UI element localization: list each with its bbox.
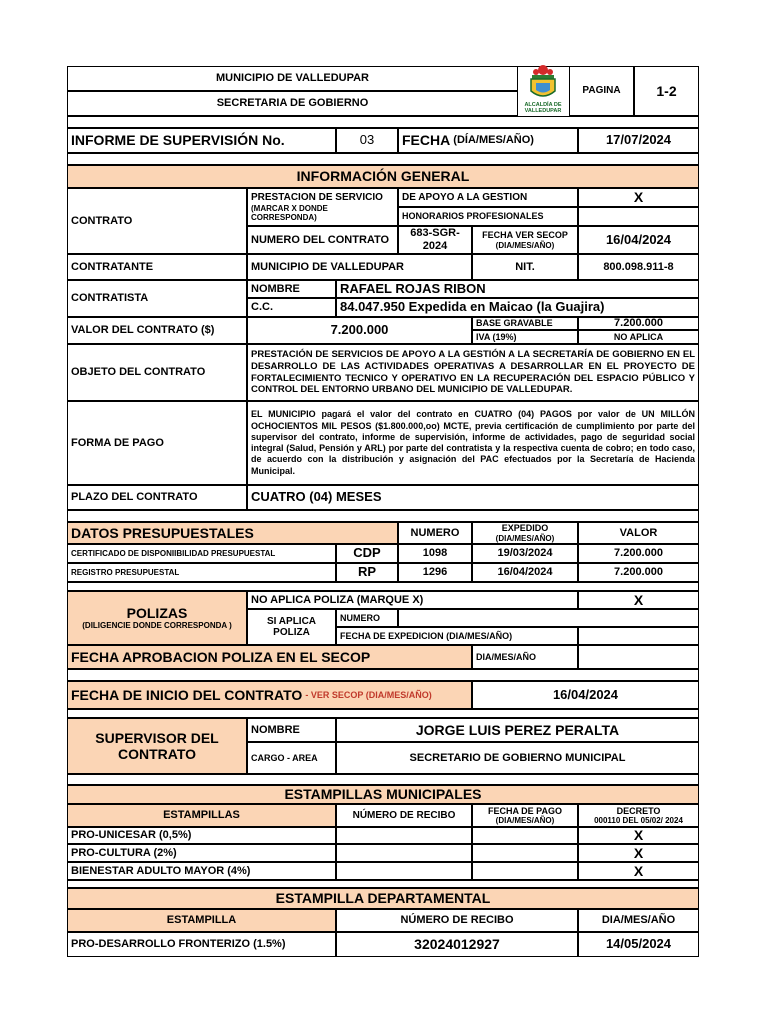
no-policy-label: NO APLICA POLIZA (MARQUE X): [247, 591, 578, 609]
contractor-name: RAFAEL ROJAS RIBON: [336, 280, 699, 298]
spacer-row: [67, 669, 699, 681]
iva-label: IVA (19%): [472, 330, 578, 344]
policy-applies-label: SI APLICA POLIZA: [247, 609, 336, 645]
service-type-label: [247, 188, 398, 226]
stamp-row-name: PRO-CULTURA (2%): [67, 844, 336, 862]
policy-issue-date-field: [578, 627, 699, 645]
pay-date-header: [472, 804, 578, 827]
budget-row-value: 7.200.000: [578, 544, 699, 563]
start-date: 16/04/2024: [472, 681, 699, 709]
tax-base: 7.200.000: [578, 317, 699, 330]
contract-label: CONTRATO: [67, 188, 247, 254]
spacer-row: [67, 880, 699, 888]
secop-format: (DIA/MES/AÑO): [495, 240, 555, 250]
receipt-header: NÚMERO DE RECIBO: [336, 804, 472, 827]
stamps-header: ESTAMPILLAS: [67, 804, 336, 827]
stamp-row-mark: X: [578, 862, 699, 880]
stamp-row-receipt: [336, 844, 472, 862]
start-date-label: [67, 681, 472, 709]
secop-date-label: [472, 226, 578, 254]
stamp-row-date: [472, 862, 578, 880]
support-mark: X: [578, 188, 699, 207]
no-policy-mark: X: [578, 591, 699, 609]
general-section-title: INFORMACIÓN GENERAL: [67, 165, 699, 188]
secop-label: FECHA VER SECOP: [482, 230, 568, 241]
nit-value: 800.098.911-8: [578, 254, 699, 280]
contract-value: 7.200.000: [247, 317, 472, 344]
start-label: FECHA DE INICIO DEL CONTRATO: [71, 686, 303, 703]
contractor-cc: 84.047.950 Expedida en Maicao (la Guajira): [336, 298, 699, 317]
budget-value-header: VALOR: [578, 522, 699, 544]
object-text: PRESTACIÓN DE SERVICIOS DE APOYO A LA GESTIÓN A LA SECRETARÍA DE GOBIERNO EN EL DESARROLLO DE LAS ACTIVIDADES OPERATIVAS A DESARROLLAR EN EL PROYECTO DE FORTALECIMIENTO TECNICO Y OPERATIVO EN LA RECUPERACIÓN DEL ESPACIO PÚBLICO Y CONTROL DEL ENTORNO URBANO DEL MUNICIPIO DE VALLEDUPAR.: [247, 344, 699, 401]
policies-note: (DILIGENCIE DONDE CORRESPONDA ): [82, 621, 232, 631]
dept-stamp-receipt: 32024012927: [336, 932, 578, 957]
iva-value: NO APLICA: [578, 330, 699, 344]
dept-receipt-header: NÚMERO DE RECIBO: [336, 909, 578, 932]
stamp-row-mark: X: [578, 844, 699, 862]
contractor-org-label: CONTRATANTE: [67, 254, 247, 280]
nit-label: NIT.: [472, 254, 578, 280]
budget-row-code: RP: [336, 563, 398, 582]
report-date-label: [398, 128, 578, 153]
dept-stamp-date: 14/05/2024: [578, 932, 699, 957]
policy-approval-label: FECHA APROBACION POLIZA EN EL SECOP: [67, 645, 472, 669]
date-label: FECHA: [402, 132, 451, 149]
stamp-row-receipt: [336, 827, 472, 844]
decree-number: 000110 DEL 05/02/ 2024: [594, 816, 683, 826]
term-value: CUATRO (04) MESES: [247, 485, 699, 510]
spacer-row: [67, 510, 699, 522]
secop-date: 16/04/2024: [578, 226, 699, 254]
contract-number-label: NUMERO DEL CONTRATO: [247, 226, 398, 254]
stamp-row-name: PRO-UNICESAR (0,5%): [67, 827, 336, 844]
policies-title: POLIZAS: [126, 605, 188, 622]
supervisor-name: JORGE LUIS PEREZ PERALTA: [336, 718, 699, 742]
contractor-name-label: NOMBRE: [247, 280, 336, 298]
budget-row-value: 7.200.000: [578, 563, 699, 582]
logo-text: ALCALDÍA DE VALLEDUPAR: [524, 102, 562, 114]
spacer-row: [67, 116, 699, 128]
spacer-row: [67, 153, 699, 165]
issued-label: EXPEDIDO: [501, 523, 549, 534]
supervisor-role: SECRETARIO DE GOBIERNO MUNICIPAL: [336, 742, 699, 774]
issued-format: (DIA/MES/AÑO): [495, 533, 555, 543]
municipality-logo: [517, 63, 569, 119]
report-title: INFORME DE SUPERVISIÓN No.: [67, 128, 336, 153]
supervisor-name-label: NOMBRE: [247, 718, 336, 742]
policy-number-label: NUMERO: [336, 609, 398, 627]
payment-label: FORMA DE PAGO: [67, 401, 247, 485]
budget-row-label: REGISTRO PRESUPUESTAL: [67, 563, 336, 582]
dept-date-header: DIA/MES/AÑO: [578, 909, 699, 932]
contract-value-label: VALOR DEL CONTRATO ($): [67, 317, 247, 344]
budget-row-label: CERTIFICADO DE DISPONIIBILIDAD PRESUPUESTAL: [67, 544, 336, 563]
stamp-row-name: BIENESTAR ADULTO MAYOR (4%): [67, 862, 336, 880]
tax-base-label: BASE GRAVABLE: [472, 317, 578, 330]
supervisor-label: SUPERVISOR DEL CONTRATO: [67, 718, 247, 774]
budget-number-header: NUMERO: [398, 522, 472, 544]
contractor-cc-label: C.C.: [247, 298, 336, 317]
pay-date-label: FECHA DE PAGO: [487, 805, 562, 816]
contractor-org: MUNICIPIO DE VALLEDUPAR: [247, 254, 472, 280]
object-label: OBJETO DEL CONTRATO: [67, 344, 247, 401]
budget-row-number: 1296: [398, 563, 472, 582]
report-number: 03: [336, 128, 398, 153]
budget-row-issued: 19/03/2024: [472, 544, 578, 563]
stamp-row-mark: X: [578, 827, 699, 844]
supervisor-role-label: CARGO - AREA: [247, 742, 336, 774]
secretariat-title: SECRETARIA DE GOBIERNO: [67, 91, 518, 116]
page-label: PAGINA: [569, 66, 634, 116]
budget-row-code: CDP: [336, 544, 398, 563]
payment-text: EL MUNICIPIO pagará el valor del contrato en CUATRO (04) PAGOS por valor de UN MILLÓN OCHOCIENTOS MIL PESOS ($1.800.000,oo) MCTE, previa certificación de cumplimiento por parte del supervisor del contrato, informe de supervisión, informe de actividades, pago de seguridad social integral (Salud, Pensión y ARL) por parte del contratista y la respectiva cuenta de cobro; en todo caso, de acuerdo con la distribución y asignación del PAC efectuados por la Secretaría de Hacienda Municipal.: [247, 401, 699, 485]
decree-label: DECRETO: [616, 805, 661, 816]
budget-section-title: DATOS PRESUPUESTALES: [67, 522, 398, 544]
support-label: DE APOYO A LA GESTION: [398, 188, 578, 207]
stamp-row-receipt: [336, 862, 472, 880]
fees-label: HONORARIOS PROFESIONALES: [398, 207, 578, 226]
policy-approval-format: DIA/MES/AÑO: [472, 645, 578, 669]
policies-label: [67, 591, 247, 645]
contractor-label: CONTRATISTA: [67, 280, 247, 317]
budget-row-issued: 16/04/2024: [472, 563, 578, 582]
stamp-row-date: [472, 844, 578, 862]
budget-row-number: 1098: [398, 544, 472, 563]
budget-issued-header: [472, 522, 578, 544]
municipality-title: MUNICIPIO DE VALLEDUPAR: [67, 66, 518, 91]
municipal-stamps-title: ESTAMPILLAS MUNICIPALES: [67, 785, 699, 804]
service-note: (MARCAR X DONDE CORRESPONDA): [251, 203, 328, 222]
spacer-row: [67, 774, 699, 785]
decree-header: [578, 804, 699, 827]
policy-issue-date-label: FECHA DE EXPEDICION (DIA/MES/AÑO): [336, 627, 578, 645]
page-number: 1-2: [634, 66, 699, 116]
term-label: PLAZO DEL CONTRATO: [67, 485, 247, 510]
departmental-stamp-title: ESTAMPILLA DEPARTAMENTAL: [67, 888, 699, 909]
coat-of-arms-icon: [526, 63, 560, 103]
start-note: - VER SECOP (DIA/MES/AÑO): [305, 689, 432, 700]
fees-mark: [578, 207, 699, 226]
contract-number: 683-SGR-2024: [398, 226, 472, 254]
dept-stamp-header: ESTAMPILLA: [67, 909, 336, 932]
spacer-row: [67, 582, 699, 591]
spacer-row: [67, 709, 699, 718]
dept-stamp-name: PRO-DESARROLLO FRONTERIZO (1.5%): [67, 932, 336, 957]
policy-approval-date-field: [578, 645, 699, 669]
stamp-row-date: [472, 827, 578, 844]
pay-date-format: (DIA/MES/AÑO): [495, 816, 555, 826]
date-format: (DÍA/MES/AÑO): [453, 134, 534, 147]
policy-number-field: [398, 609, 699, 627]
service-label: PRESTACION DE SERVICIO: [251, 192, 383, 204]
report-date: 17/07/2024: [578, 128, 699, 153]
